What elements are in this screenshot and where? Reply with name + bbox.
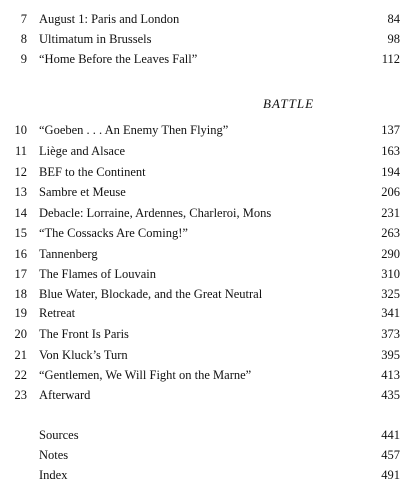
page-number: 84 (387, 12, 400, 26)
toc-entry (0, 182, 419, 202)
chapter-title: Blue Water, Blockade, and the Great Neutral (39, 287, 263, 301)
chapter-number: 16 (14, 247, 27, 261)
page-number: 457 (381, 448, 400, 462)
chapter-title: BEF to the Continent (39, 165, 146, 179)
chapter-title: Debacle: Lorraine, Ardennes, Charleroi, Mons (39, 206, 272, 220)
toc-entry (0, 162, 419, 182)
chapter-number: 19 (14, 306, 27, 320)
chapter-number: 11 (14, 144, 27, 158)
back-matter-entry (0, 445, 419, 465)
chapter-title: Sambre et Meuse (39, 185, 126, 199)
toc-entry (0, 49, 419, 69)
page-number: 263 (381, 226, 400, 240)
chapter-number: 8 (20, 32, 27, 46)
page-number: 435 (381, 388, 400, 402)
chapter-title: Liège and Alsace (39, 144, 126, 158)
chapter-number: 10 (14, 123, 27, 137)
toc-entry (0, 223, 419, 243)
chapter-number: 13 (14, 185, 27, 199)
toc-entry (0, 9, 419, 29)
toc-entry (0, 203, 419, 223)
page-number: 373 (381, 327, 400, 341)
chapter-number: 9 (20, 52, 27, 66)
toc-entry (0, 365, 419, 385)
back-matter-entry (0, 465, 419, 485)
page-number: 325 (381, 287, 400, 301)
chapter-number: 22 (14, 368, 27, 382)
chapter-title: The Front Is Paris (39, 327, 129, 341)
chapter-title: August 1: Paris and London (39, 12, 180, 26)
toc-entry (0, 324, 419, 344)
page-number: 491 (381, 468, 400, 482)
chapter-number: 21 (14, 348, 27, 362)
toc-entry (0, 264, 419, 284)
chapter-title: “Goeben . . . An Enemy Then Flying” (39, 123, 229, 137)
page-number: 163 (381, 144, 400, 158)
toc-entry (0, 345, 419, 365)
chapter-title: Von Kluck’s Turn (39, 348, 128, 362)
chapter-title: “The Cossacks Are Coming!” (39, 226, 188, 240)
page-number: 395 (381, 348, 400, 362)
chapter-number: 17 (14, 267, 27, 281)
page-number: 206 (381, 185, 400, 199)
chapter-title: “Gentlemen, We Will Fight on the Marne” (39, 368, 252, 382)
page-number: 441 (381, 428, 400, 442)
chapter-number: 20 (14, 327, 27, 341)
toc-entry (0, 385, 419, 405)
chapter-number: 12 (14, 165, 27, 179)
page-number: 231 (381, 206, 400, 220)
chapter-number: 14 (14, 206, 27, 220)
toc-entry (0, 141, 419, 161)
page-number: 112 (381, 52, 400, 66)
page-number: 98 (387, 32, 400, 46)
toc-entry (0, 303, 419, 323)
chapter-title: Tannenberg (39, 247, 98, 261)
back-matter-entry (0, 425, 419, 445)
chapter-title: “Home Before the Leaves Fall” (39, 52, 198, 66)
toc-entry (0, 29, 419, 49)
back-matter-title: Index (39, 468, 68, 482)
page-number: 413 (381, 368, 400, 382)
chapter-number: 23 (14, 388, 27, 402)
toc-entry (0, 284, 419, 304)
toc-entry (0, 120, 419, 140)
chapter-title: Afterward (39, 388, 91, 402)
page-number: 290 (381, 247, 400, 261)
chapter-title: The Flames of Louvain (39, 267, 156, 281)
chapter-number: 15 (14, 226, 27, 240)
chapter-title: Ultimatum in Brussels (39, 32, 152, 46)
chapter-number: 18 (14, 287, 27, 301)
toc-entry (0, 244, 419, 264)
page-number: 194 (381, 165, 400, 179)
chapter-title: Retreat (39, 306, 76, 320)
chapter-number: 7 (20, 12, 27, 26)
back-matter-title: Sources (39, 428, 79, 442)
page-number: 341 (381, 306, 400, 320)
page-number: 310 (381, 267, 400, 281)
section-heading-text: BATTLE (263, 96, 315, 111)
page-number: 137 (381, 123, 400, 137)
back-matter-title: Notes (39, 448, 69, 462)
